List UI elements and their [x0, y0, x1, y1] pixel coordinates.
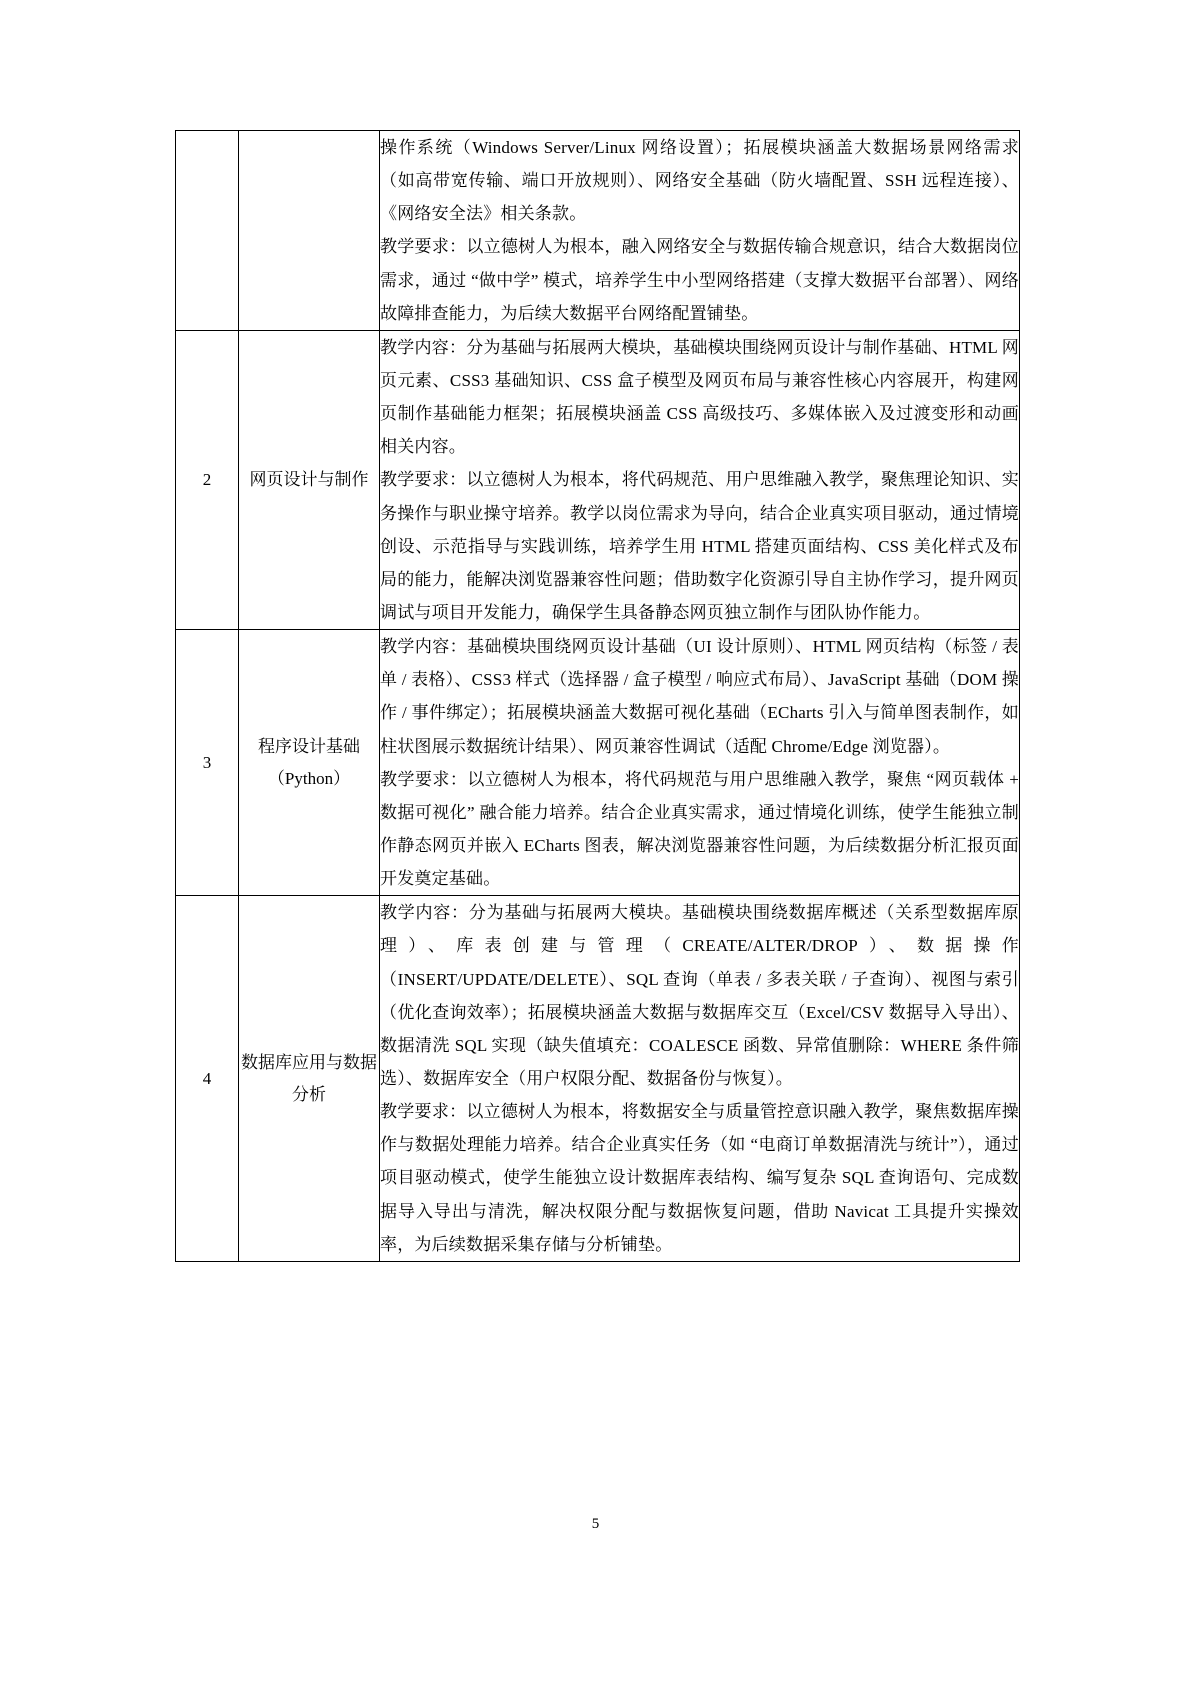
- course-description-cell: [380, 330, 1020, 629]
- table-row: [176, 630, 1020, 896]
- paragraph-requirement: 教学要求：以立德树人为根本，将代码规范与用户思维融入教学，聚焦 “网页载体 + 数据可视化” 融合能力培养。结合企业真实需求，通过情境化训练，使学生能独立制作静态网页并嵌入 ECharts 图表，解决浏览器兼容性问题，为后续数据分析汇报页面开发奠定基础。: [380, 769, 1019, 889]
- course-syllabus-table: [175, 130, 1020, 1262]
- row-number-cell: [176, 131, 239, 331]
- course-name-cell: 数据库应用与数据分析: [239, 896, 380, 1262]
- course-description-cell: [380, 896, 1020, 1262]
- page-number: 5: [591, 1516, 600, 1532]
- paragraph-content: 教学内容：分为基础与拓展两大模块，基础模块围绕网页设计与制作基础、HTML 网页元素、CSS3 基础知识、CSS 盒子模型及网页布局与兼容性核心内容展开，构建网页制作基础能力框架；拓展模块涵盖 CSS 高级技巧、多媒体嵌入及过渡变形和动画相关内容。: [380, 337, 1019, 457]
- table-row: [176, 896, 1020, 1262]
- course-name-cell: 网页设计与制作: [239, 330, 380, 629]
- paragraph-content: 操作系统（Windows Server/Linux 网络设置）；拓展模块涵盖大数据场景网络需求（如高带宽传输、端口开放规则）、网络安全基础（防火墙配置、SSH 远程连接）、《网络安全法》相关条款。: [380, 138, 1019, 224]
- paragraph-requirement: 教学要求：以立德树人为根本，将数据安全与质量管控意识融入教学，聚焦数据库操作与数据处理能力培养。结合企业真实任务（如 “电商订单数据清洗与统计”），通过项目驱动模式，使学生能独立设计数据库表结构、编写复杂 SQL 查询语句、完成数据导入导出与清洗，解决权限分配与数据恢复问题，借助 Navicat 工具提升实操效率，为后续数据采集存储与分析铺垫。: [380, 1102, 1019, 1254]
- paragraph-requirement: 教学要求：以立德树人为根本，融入网络安全与数据传输合规意识，结合大数据岗位需求，通过 “做中学” 模式，培养学生中小型网络搭建（支撑大数据平台部署）、网络故障排查能力，为后续大数据平台网络配置铺垫。: [380, 237, 1019, 323]
- table-row: [176, 330, 1020, 629]
- paragraph-content: 教学内容：基础模块围绕网页设计基础（UI 设计原则）、HTML 网页结构（标签 / 表单 / 表格）、CSS3 样式（选择器 / 盒子模型 / 响应式布局）、JavaScript 基础（DOM 操作 / 事件绑定）；拓展模块涵盖大数据可视化基础（ECharts 引入与简单图表制作，如柱状图展示数据统计结果）、网页兼容性调试（适配 Chrome/Edge 浏览器）。: [380, 637, 1019, 756]
- paragraph-content: 教学内容：分为基础与拓展两大模块。基础模块围绕数据库概述（关系型数据库原理）、库表创建与管理（CREATE/ALTER/DROP）、数据操作（INSERT/UPDATE/DELETE）、SQL 查询（单表 / 多表关联 / 子查询）、视图与索引（优化查询效率）；拓展模块涵盖大数据与数据库交互（Excel/CSV 数据导入导出）、数据清洗 SQL 实现（缺失值填充：COALESCE 函数、异常值删除：WHERE 条件筛选）、数据库安全（用户权限分配、数据备份与恢复）。: [380, 903, 1019, 1088]
- course-name-cell: 程序设计基础（Python）: [239, 630, 380, 896]
- row-number-cell: 3: [176, 630, 239, 896]
- course-description-cell: [380, 630, 1020, 896]
- course-description-cell: [380, 131, 1020, 331]
- row-number-cell: 4: [176, 896, 239, 1262]
- paragraph-requirement: 教学要求：以立德树人为根本，将代码规范、用户思维融入教学，聚焦理论知识、实务操作与职业操守培养。教学以岗位需求为导向，结合企业真实项目驱动，通过情境创设、示范指导与实践训练，培养学生用 HTML 搭建页面结构、CSS 美化样式及布局的能力，能解决浏览器兼容性问题；借助数字化资源引导自主协作学习，提升网页调试与项目开发能力，确保学生具备静态网页独立制作与团队协作能力。: [380, 470, 1019, 622]
- row-number-cell: 2: [176, 330, 239, 629]
- course-name-cell: [239, 131, 380, 331]
- table-row: [176, 131, 1020, 331]
